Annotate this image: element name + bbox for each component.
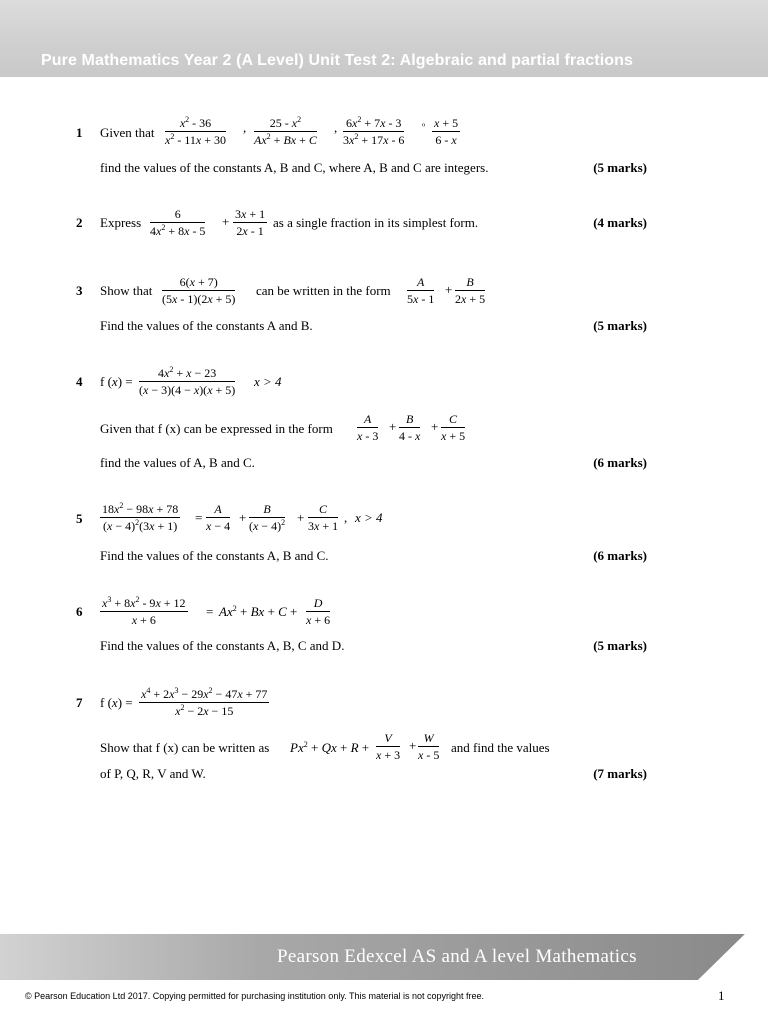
fraction: $\frac{3x + 1}{2x - 1}$ — [235, 207, 266, 238]
question-text: and find the values — [451, 740, 550, 755]
marks-label: (6 marks) — [593, 548, 647, 563]
fraction: $\frac{B}{4 - x}$ — [399, 412, 421, 443]
question-number: 2 — [76, 215, 83, 230]
marks-label: (5 marks) — [593, 160, 647, 175]
question-intro: Show that — [100, 283, 153, 298]
fraction: $\frac{B}{2x + 5}$ — [455, 275, 486, 306]
page-title: Pure Mathematics Year 2 (A Level) Unit Test 2: Algebraic and partial fractions — [41, 52, 633, 69]
footer-title: Pearson Edexcel AS and A level Mathematics — [277, 946, 637, 967]
fraction: $\frac{x^3 + 8x^2 - 9x + 12}{x + 6}$ — [102, 595, 186, 627]
question-text: Given that f (x) can be expressed in the form — [100, 421, 333, 436]
fraction: $\frac{W}{x - 5}$ — [418, 731, 440, 762]
marks-label: (6 marks) — [593, 455, 647, 470]
question-text: Show that f (x) can be written as — [100, 740, 270, 755]
fraction: $\frac{18x^2 - 98x + 78}{(x - 4)^2(3x + 1)}$ — [102, 501, 179, 533]
marks-label: (7 marks) — [593, 766, 647, 781]
page-number: 1 — [718, 988, 725, 1003]
question-number: 3 — [76, 283, 83, 298]
marks-label: (5 marks) — [593, 318, 647, 333]
question-number: 5 — [76, 511, 83, 526]
copyright-notice: © Pearson Education Ltd 2017. Copying permitted for purchasing institution only. This material is not copyright free. — [25, 991, 485, 1001]
fraction: $\frac{6}{4x^2 + 8x - 5}$ — [150, 207, 206, 238]
question-text: find the values of the constants A, B and C, where A, B and C are integers. — [100, 160, 489, 175]
domain-condition: x > 4 — [254, 374, 282, 389]
fraction: $\frac{25 - x^2}{Ax^2 + Bx + C}$ — [254, 115, 317, 147]
question-number: 7 — [76, 695, 83, 710]
fraction: $\frac{C}{x + 5}$ — [441, 412, 466, 443]
marks-label: (5 marks) — [593, 638, 647, 653]
fraction: $\frac{V}{x + 3}$ — [376, 731, 401, 762]
fraction: $\frac{C}{3x + 1}$ — [308, 502, 339, 533]
fraction: $\frac{A}{5x - 1}$ — [407, 275, 435, 306]
question-text: can be written in the form — [256, 283, 391, 298]
question-number: 6 — [76, 604, 83, 619]
fraction: $\frac{B}{(x - 4)^2}$ — [249, 502, 286, 533]
question-intro: Given that — [100, 125, 155, 140]
marks-label: (4 marks) — [593, 215, 647, 230]
question-text: Find the values of the constants A, B, C and D. — [100, 638, 345, 653]
fraction: $\frac{D}{x + 6}$ — [306, 596, 331, 627]
fraction: $\frac{A}{x - 3}$ — [357, 412, 379, 443]
question-text: of P, Q, R, V and W. — [100, 766, 206, 781]
domain-condition: x > 4 — [355, 510, 383, 525]
fraction: $\frac{x^4 + 2x^3 - 29x^2 - 47x + 77}{x^2 - 2x - 15}$ — [141, 686, 268, 718]
question-intro: Express — [100, 215, 142, 230]
question-text: as a single fraction in its simplest form. — [273, 215, 479, 230]
fraction: $\frac{A}{x - 4}$ — [206, 502, 231, 533]
question-text: Find the values of the constants A, B and C. — [100, 548, 329, 563]
fraction: $\frac{x + 5}{6 - x}$ — [434, 116, 459, 147]
fraction: $\frac{4x^2 + x - 23}{(x - 3)(4 - x)(x + 5)}$ — [139, 365, 236, 397]
fraction: $\frac{6x^2 + 7x - 3}{3x^2 + 17x - 6}$ — [343, 115, 405, 147]
fraction: $\frac{x^2 - 36}{x^2 - 11x + 30}$ — [165, 115, 226, 147]
question-number: 1 — [76, 125, 83, 140]
question-number: 4 — [76, 374, 83, 389]
fraction: $\frac{6(x + 7)}{(5x - 1)(2x + 5)}$ — [162, 275, 236, 306]
question-text: find the values of A, B and C. — [100, 455, 255, 470]
question-text: Find the values of the constants A and B. — [100, 318, 313, 333]
page-header-band — [0, 0, 768, 77]
